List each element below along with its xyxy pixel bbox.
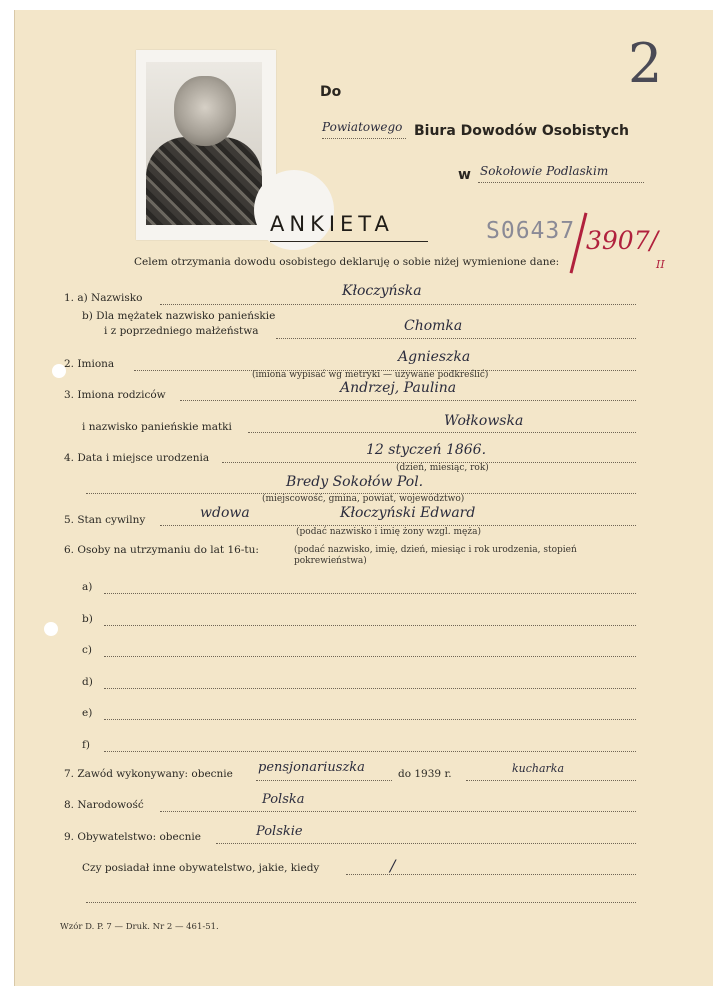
f3-label: 3. Imiona rodziców <box>64 389 166 401</box>
f4-label: 4. Data i miejsce urodzenia <box>64 452 210 464</box>
f7-mid: do 1939 r. <box>398 768 452 780</box>
f4-value: 12 styczeń 1866. <box>366 442 487 458</box>
f1b-value: Chomka <box>404 318 463 334</box>
office-dots <box>322 138 406 139</box>
place-dots <box>478 182 644 183</box>
photo-face <box>174 76 236 146</box>
intro-text: Celem otrzymania dowodu osobistego deklaruję o sobie niżej wymienione dane: <box>134 256 560 268</box>
photo-clothing <box>146 137 262 225</box>
f9-value: Polskie <box>256 824 303 839</box>
f7-value: pensjonariuszka <box>258 760 365 775</box>
f3-value: Andrzej, Paulina <box>340 380 457 396</box>
f3b-dots <box>248 432 636 433</box>
place-handwritten: Sokołowie Podlaskim <box>480 164 609 178</box>
f1a-label: 1. a) Nazwisko <box>64 292 143 304</box>
page-mark: 2 <box>628 32 663 95</box>
dependent-dots <box>104 751 636 752</box>
office-handwritten: Powiatowego <box>322 120 403 134</box>
serial-handwritten: 3907/ <box>586 226 659 255</box>
office-printed: Biura Dowodów Osobistych <box>414 123 629 139</box>
f7b-dots <box>466 780 636 781</box>
dependent-dots <box>104 719 636 720</box>
form-footer: Wzór D. P. 7 — Druk. Nr 2 — 461-51. <box>60 922 219 932</box>
f1a-value: Kłoczyńska <box>342 283 422 299</box>
dependent-label: b) <box>82 613 93 625</box>
f7-value2: kucharka <box>512 762 565 775</box>
f3b-value: Wołkowska <box>444 413 524 429</box>
header-do: Do <box>320 84 342 100</box>
f2-label: 2. Imiona <box>64 358 115 370</box>
portrait-photo <box>136 50 276 240</box>
dependent-dots <box>104 656 636 657</box>
f1b-dots <box>276 338 636 339</box>
f2-value: Agnieszka <box>398 349 471 365</box>
portrait-image <box>146 62 262 225</box>
f1a-dots <box>160 304 636 305</box>
f9c-dots <box>86 902 636 903</box>
dependent-label: c) <box>82 644 92 656</box>
f5-dots <box>160 525 636 526</box>
f4-place-value: Bredy Sokołów Pol. <box>286 474 424 490</box>
f6-label: 6. Osoby na utrzymaniu do lat 16-tu: <box>64 544 259 556</box>
f5-value: wdowa <box>200 505 250 521</box>
f7-label: 7. Zawód wykonywany: obecnie <box>64 768 233 780</box>
f3-dots <box>180 400 636 401</box>
serial-red-suffix: II <box>656 258 665 271</box>
f8-value: Polska <box>262 792 305 807</box>
dependent-dots <box>104 593 636 594</box>
photo-corner-cut <box>254 170 334 250</box>
f5-spouse: Kłoczyński Edward <box>340 505 476 521</box>
dependent-label: d) <box>82 676 93 688</box>
f4-hint: (dzień, miesiąc, rok) <box>396 463 489 473</box>
f9-label: 9. Obywatelstwo: obecnie <box>64 831 201 843</box>
f3b-label: i nazwisko panieńskie matki <box>82 421 232 433</box>
dependent-dots <box>104 625 636 626</box>
f9b-label: Czy posiadał inne obywatelstwo, jakie, kiedy <box>82 862 320 874</box>
f8-label: 8. Narodowość <box>64 799 144 811</box>
header-w: w <box>458 167 471 183</box>
f2-hint: (imiona wypisać wg metryki — używane podkreślić) <box>252 370 489 380</box>
dependent-label: f) <box>82 739 90 751</box>
form-title: ANKIETA <box>270 212 394 236</box>
f8-dots <box>160 811 636 812</box>
f7-dots <box>256 780 392 781</box>
f6-hint: (podać nazwisko, imię, dzień, miesiąc i rok urodzenia, stopień pokrewieństwa) <box>294 545 577 566</box>
f4-place-hint: (miejscowość, gmina, powiat, województwo) <box>262 494 465 504</box>
f5-label: 5. Stan cywilny <box>64 514 146 526</box>
dependent-label: e) <box>82 707 93 719</box>
f1b-label-1: b) Dla mężatek nazwisko panieńskie <box>82 310 276 322</box>
f1b-label-2: i z poprzedniego małżeństwa <box>104 325 259 337</box>
dependent-dots <box>104 688 636 689</box>
serial-stamp: S06437 <box>486 218 576 244</box>
punch-hole-bottom <box>44 622 58 636</box>
dependent-label: a) <box>82 581 93 593</box>
f9b-value: / <box>390 856 396 875</box>
f5-hint: (podać nazwisko i imię żony wzgl. męża) <box>296 527 481 537</box>
f9-dots <box>216 843 636 844</box>
title-underline <box>270 241 428 242</box>
